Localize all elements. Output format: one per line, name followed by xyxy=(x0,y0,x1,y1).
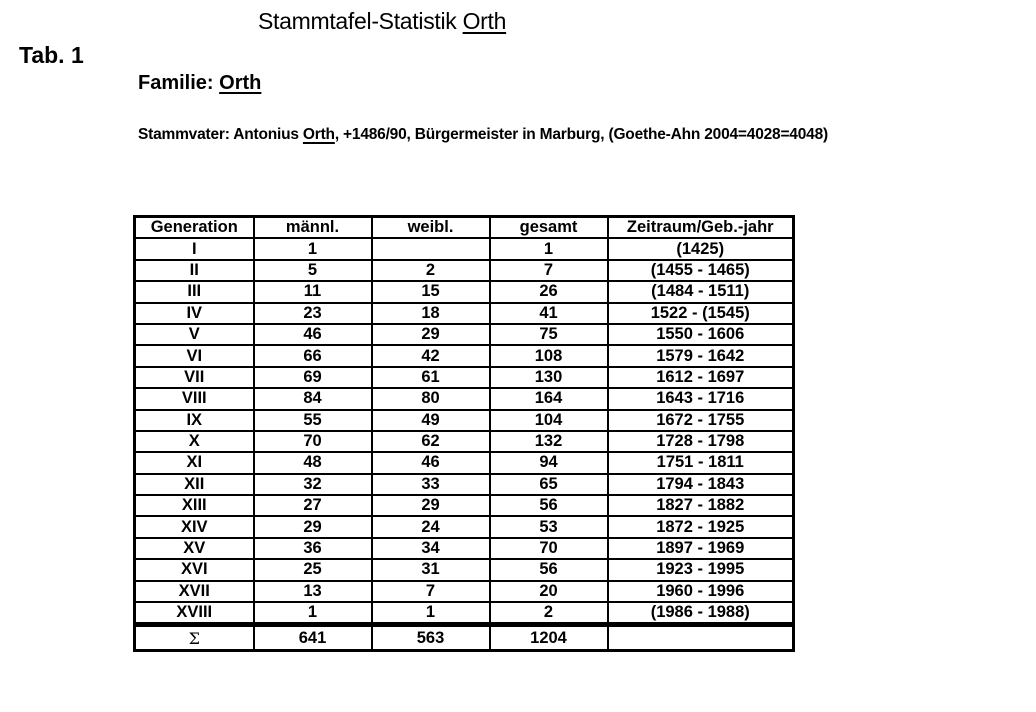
document-title xyxy=(258,8,506,35)
cell-weibl: 61 xyxy=(372,367,490,388)
cell-gesamt: 130 xyxy=(490,367,608,388)
cell-gesamt: 70 xyxy=(490,538,608,559)
cell-gesamt: 2 xyxy=(490,602,608,625)
cell-generation: III xyxy=(135,281,254,302)
header-zeitraum: Zeitraum/Geb.-jahr xyxy=(608,217,794,239)
cell-generation: II xyxy=(135,260,254,281)
cell-maennl: 46 xyxy=(254,324,372,345)
cell-weibl: 49 xyxy=(372,410,490,431)
table-row xyxy=(135,516,794,537)
stammvater-line xyxy=(138,126,828,144)
cell-maennl: 29 xyxy=(254,516,372,537)
cell-maennl: 55 xyxy=(254,410,372,431)
cell-zeitraum: 1728 - 1798 xyxy=(608,431,794,452)
table-row xyxy=(135,388,794,409)
cell-gesamt: 132 xyxy=(490,431,608,452)
cell-maennl: 1 xyxy=(254,238,372,259)
cell-generation: XVI xyxy=(135,559,254,580)
cell-gesamt: 94 xyxy=(490,452,608,473)
title-prefix: Stammtafel-Statistik xyxy=(258,8,463,34)
cell-weibl: 46 xyxy=(372,452,490,473)
cell-generation: XII xyxy=(135,474,254,495)
cell-maennl: 23 xyxy=(254,303,372,324)
familie-line xyxy=(138,72,261,95)
cell-maennl: 13 xyxy=(254,581,372,602)
cell-zeitraum: 1522 - (1545) xyxy=(608,303,794,324)
table-row xyxy=(135,431,794,452)
table-body xyxy=(135,238,794,625)
sum-maennl: 641 xyxy=(254,625,372,651)
cell-zeitraum: (1986 - 1988) xyxy=(608,602,794,625)
cell-gesamt: 56 xyxy=(490,559,608,580)
stammvater-name: Orth xyxy=(302,126,335,143)
header-maennl: männl. xyxy=(254,217,372,239)
cell-maennl: 70 xyxy=(254,431,372,452)
sum-gesamt: 1204 xyxy=(490,625,608,651)
cell-zeitraum: (1425) xyxy=(608,238,794,259)
cell-zeitraum: 1897 - 1969 xyxy=(608,538,794,559)
table-label: Tab. 1 xyxy=(19,42,84,68)
cell-generation: XV xyxy=(135,538,254,559)
table-row xyxy=(135,260,794,281)
cell-generation: VIII xyxy=(135,388,254,409)
table-row xyxy=(135,581,794,602)
familie-name: Orth xyxy=(219,72,262,94)
table-row xyxy=(135,495,794,516)
cell-weibl: 29 xyxy=(372,495,490,516)
cell-maennl: 69 xyxy=(254,367,372,388)
cell-maennl: 66 xyxy=(254,345,372,366)
cell-zeitraum: 1672 - 1755 xyxy=(608,410,794,431)
table-row xyxy=(135,474,794,495)
table-row xyxy=(135,345,794,366)
table-header-row xyxy=(135,217,794,239)
cell-generation: X xyxy=(135,431,254,452)
cell-gesamt: 65 xyxy=(490,474,608,495)
cell-weibl xyxy=(372,238,490,259)
cell-weibl: 24 xyxy=(372,516,490,537)
cell-gesamt: 104 xyxy=(490,410,608,431)
cell-generation: XVII xyxy=(135,581,254,602)
cell-generation: IV xyxy=(135,303,254,324)
sum-weibl: 563 xyxy=(372,625,490,651)
cell-gesamt: 41 xyxy=(490,303,608,324)
cell-zeitraum: 1872 - 1925 xyxy=(608,516,794,537)
cell-maennl: 48 xyxy=(254,452,372,473)
sum-symbol: Σ xyxy=(135,625,254,651)
table-row xyxy=(135,281,794,302)
table-row xyxy=(135,324,794,345)
cell-maennl: 36 xyxy=(254,538,372,559)
cell-maennl: 5 xyxy=(254,260,372,281)
cell-maennl: 11 xyxy=(254,281,372,302)
cell-generation: XVIII xyxy=(135,602,254,625)
cell-gesamt: 7 xyxy=(490,260,608,281)
sum-row xyxy=(135,625,794,651)
cell-maennl: 84 xyxy=(254,388,372,409)
cell-generation: XIV xyxy=(135,516,254,537)
table-row xyxy=(135,238,794,259)
cell-gesamt: 20 xyxy=(490,581,608,602)
cell-zeitraum: 1960 - 1996 xyxy=(608,581,794,602)
table-row xyxy=(135,538,794,559)
familie-label: Familie: xyxy=(138,72,220,94)
title-family-name: Orth xyxy=(462,8,507,34)
cell-weibl: 33 xyxy=(372,474,490,495)
cell-zeitraum: (1455 - 1465) xyxy=(608,260,794,281)
cell-gesamt: 56 xyxy=(490,495,608,516)
cell-zeitraum: 1579 - 1642 xyxy=(608,345,794,366)
cell-weibl: 34 xyxy=(372,538,490,559)
cell-weibl: 42 xyxy=(372,345,490,366)
cell-zeitraum: (1484 - 1511) xyxy=(608,281,794,302)
cell-gesamt: 1 xyxy=(490,238,608,259)
cell-maennl: 1 xyxy=(254,602,372,625)
cell-generation: VII xyxy=(135,367,254,388)
cell-gesamt: 26 xyxy=(490,281,608,302)
header-gesamt: gesamt xyxy=(490,217,608,239)
cell-weibl: 80 xyxy=(372,388,490,409)
cell-generation: XIII xyxy=(135,495,254,516)
cell-zeitraum: 1550 - 1606 xyxy=(608,324,794,345)
header-weibl: weibl. xyxy=(372,217,490,239)
cell-generation: IX xyxy=(135,410,254,431)
generation-statistics-table xyxy=(133,215,795,652)
stammvater-suffix: , +1486/90, Bürgermeister in Marburg, (Goethe-Ahn 2004=4028=4048) xyxy=(334,126,828,143)
cell-weibl: 7 xyxy=(372,581,490,602)
cell-gesamt: 75 xyxy=(490,324,608,345)
cell-zeitraum: 1923 - 1995 xyxy=(608,559,794,580)
table-row xyxy=(135,559,794,580)
table-row xyxy=(135,452,794,473)
cell-gesamt: 164 xyxy=(490,388,608,409)
table-row xyxy=(135,303,794,324)
cell-weibl: 62 xyxy=(372,431,490,452)
cell-maennl: 32 xyxy=(254,474,372,495)
cell-zeitraum: 1794 - 1843 xyxy=(608,474,794,495)
cell-zeitraum: 1612 - 1697 xyxy=(608,367,794,388)
table-row xyxy=(135,367,794,388)
cell-weibl: 2 xyxy=(372,260,490,281)
cell-weibl: 31 xyxy=(372,559,490,580)
cell-maennl: 27 xyxy=(254,495,372,516)
header-generation: Generation xyxy=(135,217,254,239)
cell-generation: I xyxy=(135,238,254,259)
cell-weibl: 29 xyxy=(372,324,490,345)
cell-maennl: 25 xyxy=(254,559,372,580)
cell-generation: VI xyxy=(135,345,254,366)
stammvater-prefix: Stammvater: Antonius xyxy=(138,126,303,143)
table-row xyxy=(135,410,794,431)
cell-generation: V xyxy=(135,324,254,345)
table-row xyxy=(135,602,794,625)
cell-weibl: 1 xyxy=(372,602,490,625)
cell-weibl: 15 xyxy=(372,281,490,302)
cell-zeitraum: 1827 - 1882 xyxy=(608,495,794,516)
cell-weibl: 18 xyxy=(372,303,490,324)
cell-zeitraum: 1751 - 1811 xyxy=(608,452,794,473)
cell-zeitraum: 1643 - 1716 xyxy=(608,388,794,409)
cell-gesamt: 53 xyxy=(490,516,608,537)
sum-zeitraum xyxy=(608,625,794,651)
cell-generation: XI xyxy=(135,452,254,473)
cell-gesamt: 108 xyxy=(490,345,608,366)
